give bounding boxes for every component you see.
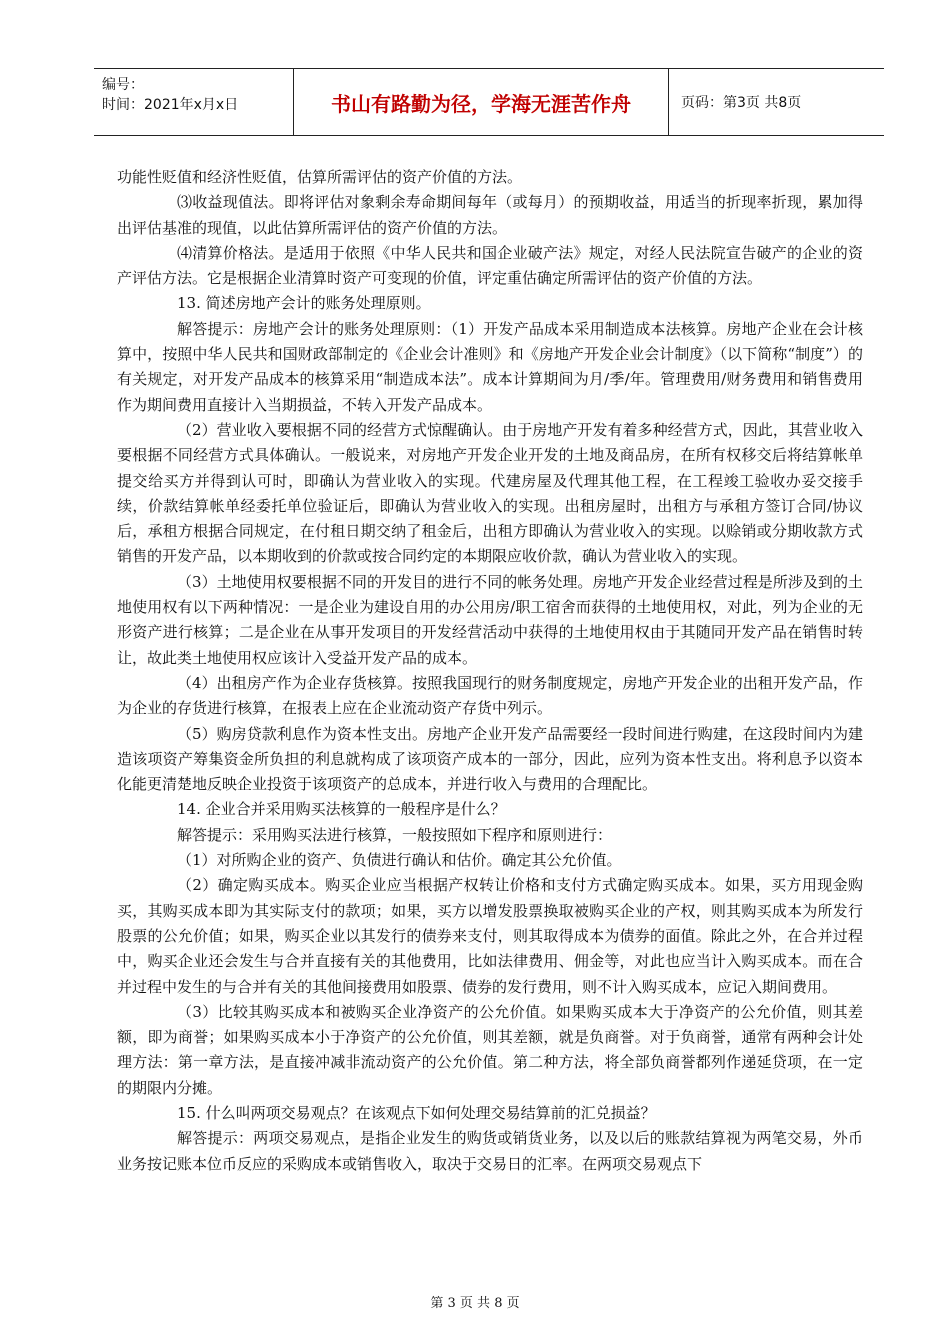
paragraph: 解答提示：房地产会计的账务处理原则：（1）开发产品成本采用制造成本法核算。房地产企业在会计核算中，按照中华人民共和国财政部制定的《企业会计准则》和《房地产开发企业会计制度》（以下简称“制度”）的有关规定，对开发产品成本的核算采用“制造成本法”。成本计算期间为月/季/年。管理费用/财务费用和销售费用作为期间费用直接计入当期损益，不转入开发产品成本。: [117, 319, 863, 414]
paragraph: ⑷清算价格法。是适用于依照《中华人民共和国企业破产法》规定，对经人民法院宣告破产的企业的资产评估方法。它是根据企业清算时资产可变现的价值，评定重估确定所需评估的资产价值的方法。: [117, 243, 863, 288]
page-footer: 第 3 页 共 8 页: [430, 1296, 520, 1311]
page-label: 页码：第3页 共8页: [681, 95, 802, 111]
paragraph: 功能性贬值和经济性贬值，估算所需评估的资产价值的方法。: [117, 168, 523, 186]
paragraph: （3）土地使用权要根据不同的开发目的进行不同的帐务处理。房地产开发企业经营过程是所涉及到的土地使用权有以下两种情况：一是企业为建设自用的办公用房/职工宿舍而获得的土地使用权，对此，列为企业的无形资产进行核算；二是企业在从事开发项目的开发经营活动中获得的土地使用权由于其随同开发产品在销售时转让，故此类土地使用权应该计入受益开发产品的成本。: [117, 572, 863, 667]
section-heading: 15. 什么叫两项交易观点？在该观点下如何处理交易结算前的汇兑损益？: [177, 1103, 656, 1122]
section-heading: 13. 简述房地产会计的账务处理原则。: [177, 294, 431, 313]
paragraph: 解答提示：两项交易观点，是指企业发生的购货或销货业务，以及以后的账款结算视为两笔交易，外币业务按记账本位币反应的采购成本或销售收入，取决于交易日的汇率。在两项交易观点下: [117, 1129, 863, 1173]
paragraph: （1）对所购企业的资产、负债进行确认和估价。确定其公允价值。: [177, 851, 622, 870]
document-body: [117, 165, 863, 1177]
number-label: 编号：: [102, 77, 144, 93]
paragraph: （3）比较其购买成本和被购买企业净资产的公允价值。如果购买成本大于净资产的公允价值，则其差额，即为商誉；如果购买成本小于净资产的公允价值，则其差额，就是负商誉。对于负商誉，通常有两种会计处理方法：第一章方法，是直接冲减非流动资产的公允价值。第二种方法，将全部负商誉都列作递延贷项，在一定的期限内分摊。: [117, 1002, 863, 1097]
page-header: [94, 68, 884, 136]
paragraph: ⑶收益现值法。即将评估对象剩余寿命期间每年（或每月）的预期收益，用适当的折现率折现，累加得出评估基准的现值，以此估算所需评估的资产价值的方法。: [117, 193, 863, 237]
paragraph: （4）出租房产作为企业存货核算。按照我国现行的财务制度规定，房地产开发企业的出租开发产品，作为企业的存货进行核算，在报表上应在企业流动资产存货中列示。: [117, 673, 863, 718]
paragraph: （2）营业收入要根据不同的经营方式惊醒确认。由于房地产开发有着多种经营方式，因此，其营业收入要根据不同经营方式具体确认。一般说来，对房地产开发企业开发的土地及商品房，在所有权移交后将结算帐单提交给买方并得到认可时，即确认为营业收入的实现。代建房屋及代理其他工程，在工程竣工验收办妥交接手续，价款结算帐单经委托单位验证后，即确认为营业收入的实现。出租房屋时，出租方与承租方签订合同/协议后，承租方根据合同规定，在付租日期交纳了租金后，出租方即确认为营业收入的实现。以赊销或分期收款方式销售的开发产品，以本期收到的价款或按合同约定的本期限应收价款，确认为营业收入的实现。: [117, 420, 863, 566]
paragraph: （5）购房贷款利息作为资本性支出。房地产企业开发产品需要经一段时间进行购建，在这段时间内为建造该项资产筹集资金所负担的利息就构成了该项资产成本的一部分，因此，应列为资本性支出。将利息予以资本化能更清楚地反映企业投资于该项资产的总成本，并进行收入与费用的合理配比。: [117, 724, 863, 794]
paragraph: 解答提示：采用购买法进行核算，一般按照如下程序和原则进行：: [177, 825, 613, 844]
paragraph: （2）确定购买成本。购买企业应当根据产权转让价格和支付方式确定购买成本。如果，买方用现金购买，其购买成本即为其实际支付的款项；如果，买方以增发股票换取被购买企业的产权，则其购买成本为所发行股票的公允价值；如果，购买企业以其发行的债券来支付，则其取得成本为债券的面值。除此之外，在合并过程中，购买企业还会发生与合并直接有关的其他费用，比如法律费用、佣金等，对此也应当计入购买成本。而在合并过程中发生的与合并有关的其他间接费用如股票、债券的发行费用，则不计入购买成本，应记入期间费用。: [117, 876, 863, 996]
header-meta: [94, 69, 294, 135]
motto: 书山有路勤为径，学海无涯苦作舟: [294, 69, 669, 135]
section-heading: 14. 企业合并采用购买法核算的一般程序是什么？: [177, 800, 506, 819]
time-label: 时间：2021年x月x日: [102, 97, 239, 113]
